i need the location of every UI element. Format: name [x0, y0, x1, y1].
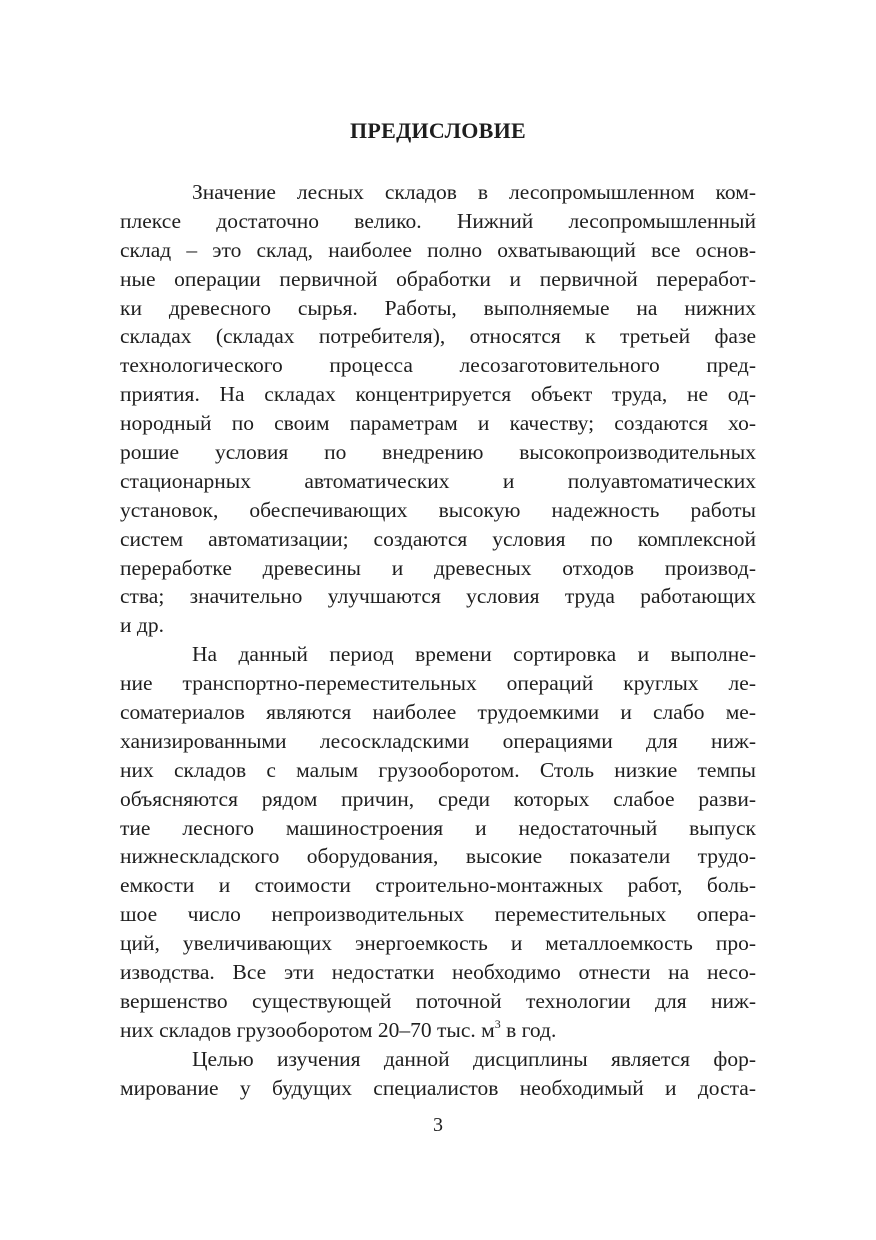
text-fragment: в год.: [500, 1017, 557, 1042]
body-text: [120, 178, 756, 1103]
text-line: шое число непроизводительных переместительных опера-: [120, 902, 756, 927]
superscript: 3: [494, 1016, 501, 1031]
text-line: ханизированными лесоскладскими операциями для ниж-: [120, 728, 756, 753]
text-line: переработке древесины и древесных отходов производ-: [120, 555, 756, 580]
text-line: Значение лесных складов в лесопромышленном ком-: [192, 180, 756, 204]
paragraph-1: [120, 178, 756, 640]
text-line: На данный период времени сортировка и выполне-: [192, 642, 756, 667]
text-line: установок, обеспечивающих высокую надежность работы: [120, 497, 756, 522]
text-line-with-superscript: [120, 1016, 756, 1045]
text-line: соматериалов являются наиболее трудоемкими и слабо ме-: [120, 700, 756, 725]
text-line: нижнескладского оборудования, высокие показатели трудо-: [120, 844, 756, 869]
text-line: приятия. На складах концентрируется объект труда, не од-: [120, 382, 756, 407]
text-fragment: них складов грузооборотом 20–70 тыс. м: [120, 1017, 495, 1042]
paragraph-3: [120, 1045, 756, 1103]
text-line: ки древесного сырья. Работы, выполняемые на нижних: [120, 295, 756, 320]
text-line: систем автоматизации; создаются условия по комплексной: [120, 526, 756, 551]
text-line: плексе достаточно велико. Нижний лесопромышленный: [120, 208, 756, 233]
text-line: ные операции первичной обработки и первичной переработ-: [120, 266, 756, 291]
text-line: ций, увеличивающих энергоемкость и металлоемкость про-: [120, 931, 756, 956]
text-line: изводства. Все эти недостатки необходимо отнести на несо-: [120, 960, 756, 985]
text-line: ние транспортно-переместительных операций круглых ле-: [120, 671, 756, 696]
text-line: тие лесного машиностроения и недостаточный выпуск: [120, 815, 756, 840]
text-line: них складов с малым грузооборотом. Столь низкие темпы: [120, 757, 756, 782]
text-line: объясняются рядом причин, среди которых слабое разви-: [120, 786, 756, 811]
text-line: емкости и стоимости строительно-монтажных работ, боль-: [120, 873, 756, 898]
text-line: мирование у будущих специалистов необходимый и доста-: [120, 1075, 756, 1100]
text-line: вершенство существующей поточной технологии для ниж-: [120, 988, 756, 1013]
text-line: нородный по своим параметрам и качеству; создаются хо-: [120, 411, 756, 436]
page-number: 3: [433, 1114, 443, 1136]
text-line: стационарных автоматических и полуавтоматических: [120, 468, 756, 493]
text-line: и др.: [120, 613, 164, 638]
text-line: технологического процесса лесозаготовительного пред-: [120, 353, 756, 378]
text-line: ства; значительно улучшаются условия труда работающих: [120, 584, 756, 609]
text-line: рошие условия по внедрению высокопроизводительных: [120, 440, 756, 465]
text-line: складах (складах потребителя), относятся к третьей фазе: [120, 324, 756, 349]
page-title: ПРЕДИСЛОВИЕ: [349, 118, 527, 143]
text-line: Целью изучения данной дисциплины является фор-: [192, 1046, 756, 1071]
text-line: склад – это склад, наиболее полно охватывающий все основ-: [120, 237, 756, 262]
paragraph-2: [120, 640, 756, 1044]
